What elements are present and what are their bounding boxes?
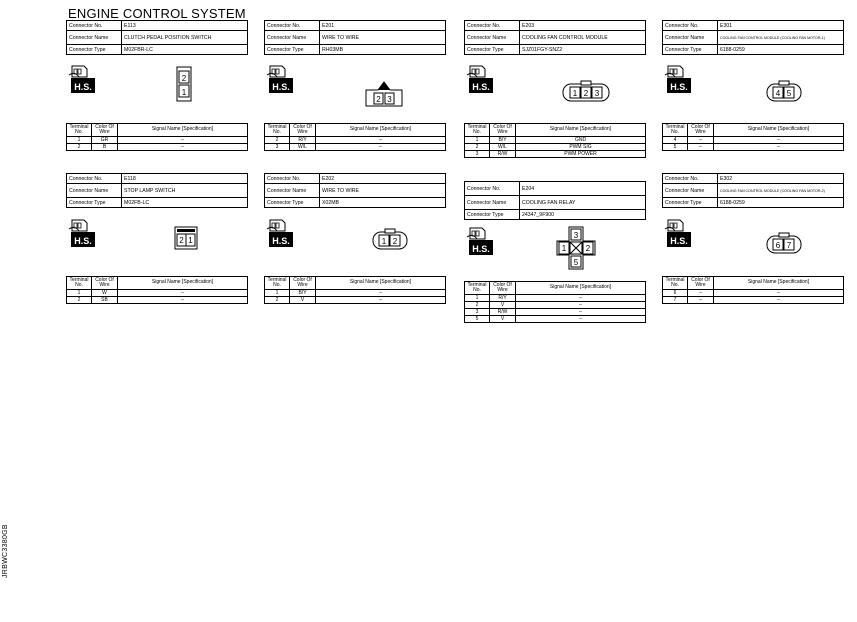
connector-no: E118 xyxy=(122,174,248,184)
svg-text:H.S.: H.S. xyxy=(74,82,92,92)
signal-name: PWM POWER xyxy=(516,151,646,158)
info-row xyxy=(663,174,844,184)
wire-color: – xyxy=(688,290,714,297)
signal-name: – xyxy=(118,290,248,297)
signal-name: – xyxy=(516,316,646,323)
header-terminal: Terminal No. xyxy=(663,277,688,290)
terminal-no: 2 xyxy=(265,297,290,304)
hs-icon xyxy=(466,224,494,256)
connector-info-table xyxy=(264,20,446,55)
wire-color: W xyxy=(92,290,118,297)
connector-info xyxy=(464,20,646,55)
hs-icon xyxy=(466,62,494,94)
info-row xyxy=(465,196,646,210)
info-row xyxy=(465,45,646,55)
terminal-no: 5 xyxy=(465,316,490,323)
header-terminal: Terminal No. xyxy=(465,124,490,137)
terminal-no: 3 xyxy=(465,309,490,316)
connector-info xyxy=(662,173,844,208)
connector-type: M02FB-LC xyxy=(122,198,248,208)
info-key: Connector Name xyxy=(265,31,320,45)
info-key: Connector No. xyxy=(265,174,320,184)
hs-icon xyxy=(664,62,692,94)
terminal-table xyxy=(264,123,446,151)
terminal-header xyxy=(465,124,646,137)
terminal-table-wrap xyxy=(264,276,446,304)
signal-name: – xyxy=(516,302,646,309)
terminal-no: 5 xyxy=(663,144,688,151)
connector-type: 6188-0259 xyxy=(718,45,844,55)
info-key: Connector Name xyxy=(465,31,520,45)
terminal-header xyxy=(465,282,646,295)
signal-name: – xyxy=(316,144,446,151)
pin-label: 3 xyxy=(387,95,392,104)
pin-label: 3 xyxy=(594,89,600,98)
terminal-row xyxy=(265,137,446,144)
signal-name: – xyxy=(118,144,248,151)
pin-label: 1 xyxy=(561,244,567,253)
connector-no: E202 xyxy=(320,174,446,184)
connector-face xyxy=(176,66,192,107)
signal-name: – xyxy=(714,290,844,297)
header-signal: Signal Name [Specification] xyxy=(118,124,248,137)
info-row xyxy=(67,184,248,198)
pin-label: 2 xyxy=(392,237,398,246)
terminal-no: 1 xyxy=(465,137,490,144)
connector-name: COOLING FAN CONTROL MODULE xyxy=(520,31,646,45)
info-key: Connector No. xyxy=(663,21,718,31)
terminal-table xyxy=(264,276,446,304)
hs-icon xyxy=(266,62,294,94)
signal-name: – xyxy=(516,309,646,316)
pin-label: 2 xyxy=(583,89,589,98)
terminal-row xyxy=(663,290,844,297)
connector-info xyxy=(464,181,646,220)
header-color: Color Of Wire xyxy=(92,277,118,290)
terminal-no: 2 xyxy=(465,144,490,151)
info-key: Connector No. xyxy=(67,174,122,184)
header-signal: Signal Name [Specification] xyxy=(118,277,248,290)
info-row xyxy=(67,198,248,208)
terminal-row xyxy=(67,290,248,297)
wire-color: V xyxy=(290,297,316,304)
terminal-table-wrap xyxy=(464,123,646,158)
pin-label: 3 xyxy=(573,231,579,240)
header-signal: Signal Name [Specification] xyxy=(516,282,646,295)
info-row xyxy=(465,182,646,196)
info-key: Connector Type xyxy=(663,198,718,208)
info-row xyxy=(265,45,446,55)
terminal-table-wrap xyxy=(264,123,446,151)
wire-color: GR xyxy=(92,137,118,144)
connector-no: E301 xyxy=(718,21,844,31)
terminal-header xyxy=(663,277,844,290)
pin-label: 2 xyxy=(181,74,187,83)
info-row xyxy=(265,21,446,31)
connector-type: RH03MB xyxy=(320,45,446,55)
header-terminal: Terminal No. xyxy=(465,282,490,295)
wire-color: – xyxy=(688,144,714,151)
connector-type: M02FBR-LC xyxy=(122,45,248,55)
terminal-row xyxy=(265,290,446,297)
info-key: Connector Type xyxy=(465,210,520,220)
connector-type: 24347_9F900 xyxy=(520,210,646,220)
info-row xyxy=(265,198,446,208)
wire-color: B/Y xyxy=(490,137,516,144)
connector-info-table xyxy=(66,173,248,208)
signal-name: – xyxy=(118,297,248,304)
terminal-no: 2 xyxy=(265,137,290,144)
wire-color: R/W xyxy=(490,151,516,158)
connector-face xyxy=(372,228,408,255)
terminal-table xyxy=(464,123,646,158)
terminal-table-wrap xyxy=(662,276,844,304)
terminal-no: 2 xyxy=(67,297,92,304)
info-key: Connector Type xyxy=(67,45,122,55)
hs-icon xyxy=(68,216,96,248)
header-color: Color Of Wire xyxy=(688,124,714,137)
terminal-table xyxy=(66,123,248,151)
terminal-row xyxy=(465,309,646,316)
connector-info-table xyxy=(264,173,446,208)
pin-label: 6 xyxy=(775,241,781,250)
terminal-table-wrap xyxy=(66,123,248,151)
info-row xyxy=(265,174,446,184)
terminal-row xyxy=(663,144,844,151)
terminal-row xyxy=(663,297,844,304)
info-row xyxy=(265,31,446,45)
header-terminal: Terminal No. xyxy=(67,277,92,290)
terminal-table xyxy=(66,276,248,304)
pin-label: 5 xyxy=(786,89,792,98)
header-color: Color Of Wire xyxy=(490,282,516,295)
header-signal: Signal Name [Specification] xyxy=(316,124,446,137)
svg-text:H.S.: H.S. xyxy=(472,82,490,92)
header-terminal: Terminal No. xyxy=(265,124,290,137)
connector-name: WIRE TO WIRE xyxy=(320,184,446,198)
svg-text:H.S.: H.S. xyxy=(670,82,688,92)
info-row xyxy=(663,198,844,208)
info-row xyxy=(67,174,248,184)
terminal-row xyxy=(265,144,446,151)
terminal-table xyxy=(464,281,646,323)
info-key: Connector No. xyxy=(663,174,718,184)
terminal-no: 4 xyxy=(663,137,688,144)
terminal-header xyxy=(265,277,446,290)
signal-name: – xyxy=(714,137,844,144)
connector-type: 6188-0259 xyxy=(718,198,844,208)
pin-label: 2 xyxy=(376,95,381,104)
hs-icon xyxy=(266,216,294,248)
terminal-row xyxy=(465,144,646,151)
info-key: Connector Type xyxy=(663,45,718,55)
connector-info-table xyxy=(464,181,646,220)
pin-label: 1 xyxy=(572,89,578,98)
wire-color: B xyxy=(92,144,118,151)
svg-text:H.S.: H.S. xyxy=(74,236,92,246)
connector-type: SJZ01FGY-SNZ2 xyxy=(520,45,646,55)
connector-info xyxy=(264,173,446,208)
info-key: Connector Name xyxy=(663,184,718,198)
signal-name: PWM SIG xyxy=(516,144,646,151)
info-key: Connector No. xyxy=(67,21,122,31)
hs-icon xyxy=(68,62,96,94)
info-key: Connector Type xyxy=(465,45,520,55)
terminal-row xyxy=(465,151,646,158)
pin-label: 2 xyxy=(585,244,591,253)
connector-info-table xyxy=(464,20,646,55)
header-color: Color Of Wire xyxy=(290,277,316,290)
header-color: Color Of Wire xyxy=(92,124,118,137)
connector-face xyxy=(174,226,198,255)
terminal-no: 1 xyxy=(265,290,290,297)
info-key: Connector Type xyxy=(265,198,320,208)
wire-color: R/W xyxy=(490,309,516,316)
info-key: Connector No. xyxy=(265,21,320,31)
wire-color: V xyxy=(490,302,516,309)
wire-color: W/L xyxy=(290,144,316,151)
info-key: Connector Name xyxy=(663,31,718,45)
terminal-no: 1 xyxy=(465,295,490,302)
terminal-row xyxy=(465,137,646,144)
info-key: Connector Name xyxy=(265,184,320,198)
terminal-no: 1 xyxy=(67,290,92,297)
wire-color: R/Y xyxy=(290,137,316,144)
pin-label: 1 xyxy=(381,237,387,246)
connector-info-table xyxy=(662,173,844,208)
info-row xyxy=(663,184,844,198)
terminal-table xyxy=(662,123,844,151)
pin-label: 2 xyxy=(179,236,184,245)
info-key: Connector No. xyxy=(465,21,520,31)
connector-face xyxy=(766,232,802,259)
terminal-row xyxy=(465,316,646,323)
header-color: Color Of Wire xyxy=(490,124,516,137)
terminal-row xyxy=(67,297,248,304)
connector-no: E113 xyxy=(122,21,248,31)
terminal-row xyxy=(67,144,248,151)
info-row xyxy=(465,210,646,220)
connector-no: E204 xyxy=(520,182,646,196)
connector-info xyxy=(66,173,248,208)
wire-color: W/L xyxy=(490,144,516,151)
terminal-no: 2 xyxy=(67,144,92,151)
signal-name: – xyxy=(516,295,646,302)
info-row xyxy=(465,31,646,45)
connector-face xyxy=(364,78,404,113)
terminal-header xyxy=(67,277,248,290)
terminal-header xyxy=(265,124,446,137)
info-row xyxy=(663,21,844,31)
terminal-no: 3 xyxy=(265,144,290,151)
connector-info-table xyxy=(662,20,844,55)
terminal-header xyxy=(67,124,248,137)
connector-info xyxy=(66,20,248,55)
terminal-no: 2 xyxy=(465,302,490,309)
connector-info xyxy=(264,20,446,55)
svg-text:H.S.: H.S. xyxy=(272,82,290,92)
info-key: Connector Name xyxy=(67,31,122,45)
wire-color: SB xyxy=(92,297,118,304)
header-color: Color Of Wire xyxy=(688,277,714,290)
signal-name: – xyxy=(316,297,446,304)
terminal-no: 7 xyxy=(663,297,688,304)
pin-label: 5 xyxy=(573,258,579,267)
terminal-row xyxy=(67,137,248,144)
info-row xyxy=(265,184,446,198)
info-key: Connector Type xyxy=(265,45,320,55)
signal-name: – xyxy=(118,137,248,144)
terminal-table-wrap xyxy=(464,281,646,323)
terminal-table xyxy=(662,276,844,304)
connector-name: WIRE TO WIRE xyxy=(320,31,446,45)
terminal-table-wrap xyxy=(66,276,248,304)
terminal-row xyxy=(265,297,446,304)
wire-color: B/Y xyxy=(290,290,316,297)
info-key: Connector Name xyxy=(67,184,122,198)
header-color: Color Of Wire xyxy=(290,124,316,137)
connector-info-table xyxy=(66,20,248,55)
header-terminal: Terminal No. xyxy=(265,277,290,290)
pin-label: 7 xyxy=(786,241,792,250)
terminal-no: 3 xyxy=(465,151,490,158)
info-key: Connector Name xyxy=(465,196,520,210)
pin-label: 1 xyxy=(188,236,193,245)
connector-name: COOLING FAN CONTROL MODULE (COOLING FAN MOTOR-1) xyxy=(718,31,844,45)
connector-no: E302 xyxy=(718,174,844,184)
header-terminal: Terminal No. xyxy=(663,124,688,137)
wire-color: – xyxy=(688,297,714,304)
svg-text:H.S.: H.S. xyxy=(472,244,490,254)
connector-name: CLUTCH PEDAL POSITION SWITCH xyxy=(122,31,248,45)
connector-info xyxy=(662,20,844,55)
wire-color: V xyxy=(490,316,516,323)
connector-name: STOP LAMP SWITCH xyxy=(122,184,248,198)
info-key: Connector No. xyxy=(465,182,520,196)
terminal-row xyxy=(663,137,844,144)
connector-name: COOLING FAN RELAY xyxy=(520,196,646,210)
terminal-row xyxy=(465,295,646,302)
wire-color: R/Y xyxy=(490,295,516,302)
connector-face xyxy=(562,80,610,107)
info-row xyxy=(67,31,248,45)
connector-type: X02MB xyxy=(320,198,446,208)
header-signal: Signal Name [Specification] xyxy=(714,277,844,290)
header-signal: Signal Name [Specification] xyxy=(714,124,844,137)
info-row xyxy=(67,21,248,31)
signal-name: – xyxy=(714,144,844,151)
signal-name: GND xyxy=(516,137,646,144)
info-row xyxy=(67,45,248,55)
connector-no: E201 xyxy=(320,21,446,31)
signal-name: – xyxy=(316,290,446,297)
terminal-row xyxy=(465,302,646,309)
diagram-code: JRBWC3380GB xyxy=(2,524,9,578)
terminal-table-wrap xyxy=(662,123,844,151)
terminal-header xyxy=(663,124,844,137)
signal-name: – xyxy=(714,297,844,304)
wire-color: – xyxy=(688,137,714,144)
info-row xyxy=(663,45,844,55)
info-row xyxy=(663,31,844,45)
svg-text:H.S.: H.S. xyxy=(272,236,290,246)
info-key: Connector Type xyxy=(67,198,122,208)
terminal-no: 1 xyxy=(67,137,92,144)
signal-name: – xyxy=(316,137,446,144)
pin-label: 1 xyxy=(181,88,187,97)
connector-face xyxy=(766,80,802,107)
header-signal: Signal Name [Specification] xyxy=(316,277,446,290)
terminal-no: 6 xyxy=(663,290,688,297)
svg-text:H.S.: H.S. xyxy=(670,236,688,246)
connector-name: COOLING FAN CONTROL MODULE (COOLING FAN MOTOR-2) xyxy=(718,184,844,198)
connector-no: E203 xyxy=(520,21,646,31)
page-title: ENGINE CONTROL SYSTEM xyxy=(68,6,246,21)
pin-label: 4 xyxy=(775,89,781,98)
info-row xyxy=(465,21,646,31)
header-terminal: Terminal No. xyxy=(67,124,92,137)
hs-icon xyxy=(664,216,692,248)
header-signal: Signal Name [Specification] xyxy=(516,124,646,137)
connector-face xyxy=(556,226,596,275)
